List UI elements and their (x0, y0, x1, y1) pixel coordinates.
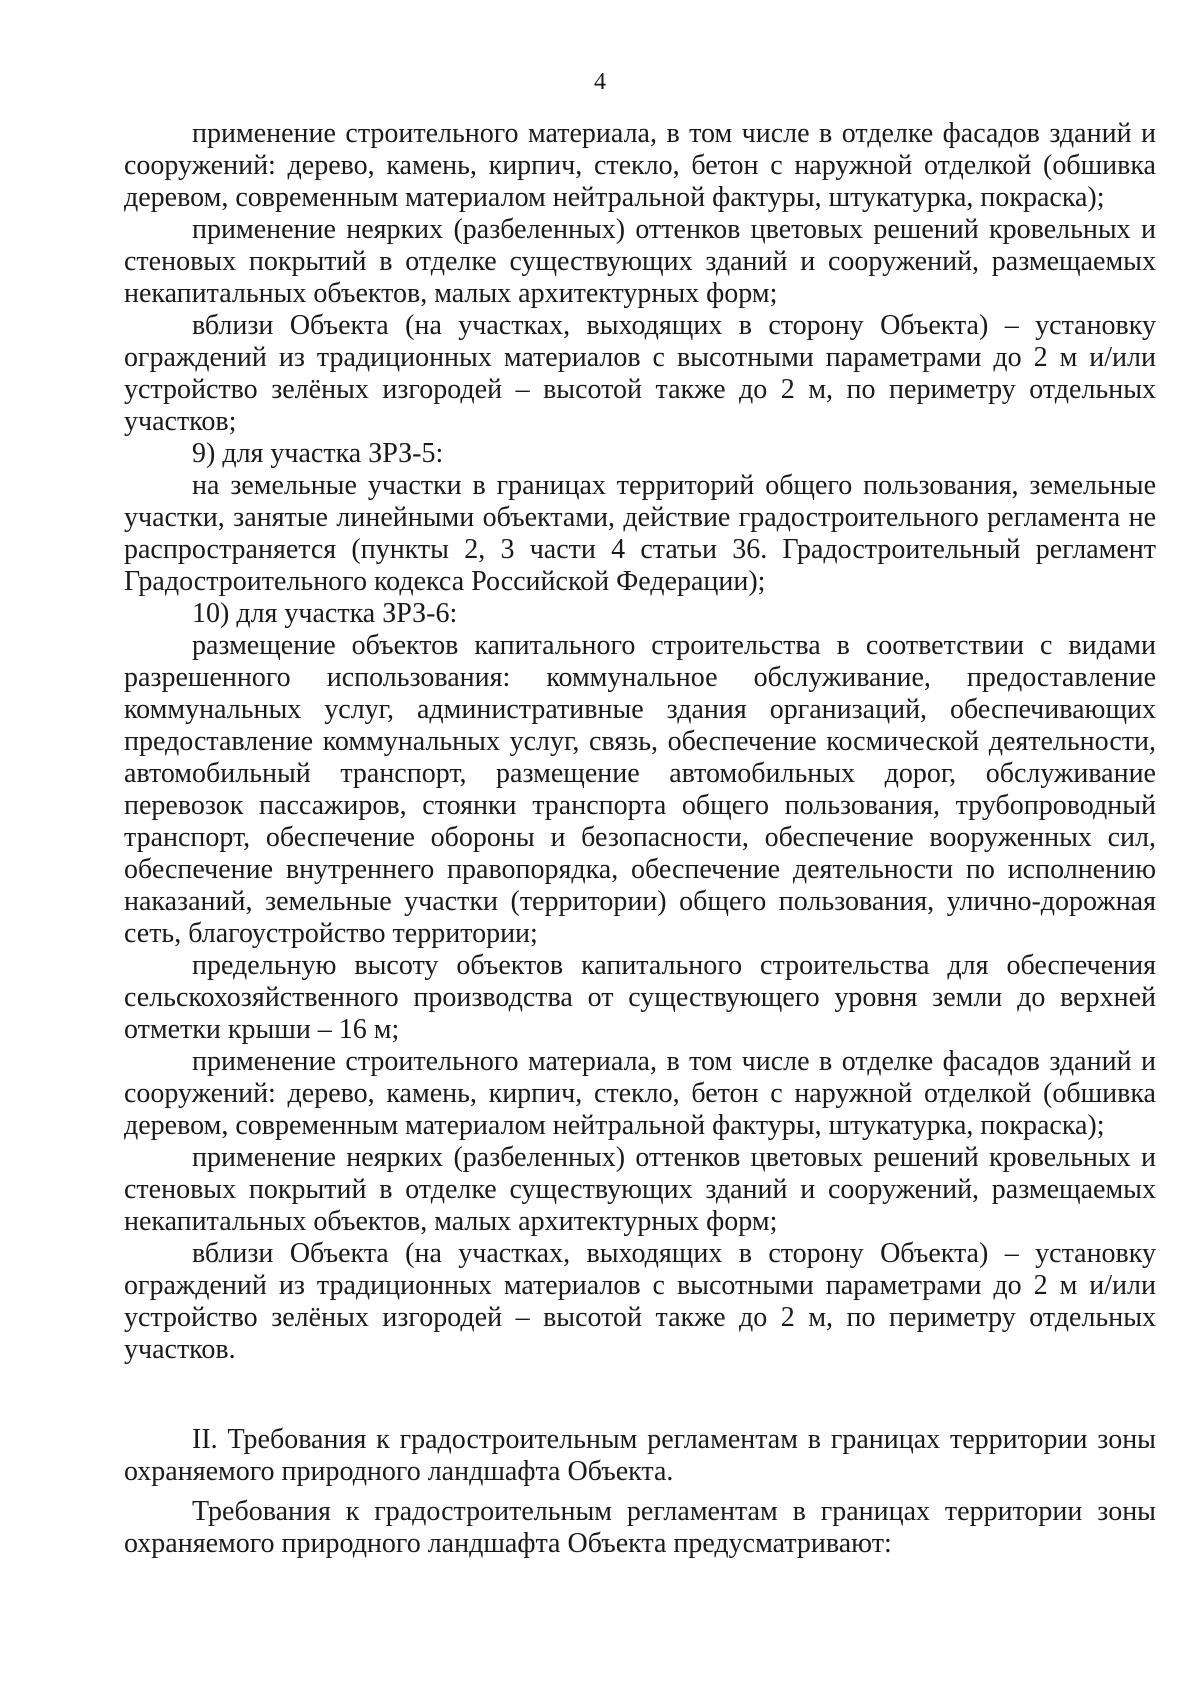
section-heading: II. Требования к градостроительным регламентам в границах территории зоны охраняемого природного ландшафта Объекта. (124, 1424, 1156, 1487)
paragraph: вблизи Объекта (на участках, выходящих в сторону Объекта) – установку ограждений из традиционных материалов с высотными параметрами до 2 м и/или устройство зелёных изгородей – высотой также до 2 м, по периметру отдельных участков. (124, 1238, 1156, 1365)
paragraph: применение строительного материала, в том числе в отделке фасадов зданий и сооружений: дерево, камень, кирпич, стекло, бетон с наружной отделкой (обшивка деревом, современным материалом нейтральной фактуры, штукатурка, покраска); (124, 118, 1156, 213)
paragraph: применение неярких (разбеленных) оттенков цветовых решений кровельных и стеновых покрытий в отделке существующих зданий и сооружений, размещаемых некапитальных объектов, малых архитектурных форм; (124, 214, 1156, 309)
page-number: 4 (594, 69, 606, 95)
subsection-label: 10) для участка ЗРЗ-6: (192, 598, 458, 629)
paragraph: размещение объектов капитального строительства в соответствии с видами разрешенного использования: коммунальное обслуживание, предоставление коммунальных услуг, административные здания организаций, обеспечивающих предоставление коммунальных услуг, связь, обеспечение космической деятельности, автомобильный транспорт, размещение автомобильных дорог, обслуживание перевозок пассажиров, стоянки транспорта общего пользования, трубопроводный транспорт, обеспечение обороны и безопасности, обеспечение вооруженных сил, обеспечение внутреннего правопорядка, обеспечение деятельности по исполнению наказаний, земельные участки (территории) общего пользования, улично-дорожная сеть, благоустройство территории; (124, 630, 1156, 949)
section-ii (124, 1424, 1156, 1560)
document-body (124, 118, 1156, 1366)
paragraph: применение неярких (разбеленных) оттенков цветовых решений кровельных и стеновых покрытий в отделке существующих зданий и сооружений, размещаемых некапитальных объектов, малых архитектурных форм; (124, 1142, 1156, 1237)
subsection-label: 9) для участка ЗРЗ-5: (192, 438, 444, 469)
section-intro: Требования к градостроительным регламентам в границах территории зоны охраняемого природного ландшафта Объекта предусматривают: (124, 1496, 1156, 1559)
paragraph: предельную высоту объектов капитального строительства для обеспечения сельскохозяйственного производства от существующего уровня земли до верхней отметки крыши – 16 м; (124, 950, 1156, 1045)
paragraph: вблизи Объекта (на участках, выходящих в сторону Объекта) – установку ограждений из традиционных материалов с высотными параметрами до 2 м и/или устройство зелёных изгородей – высотой также до 2 м, по периметру отдельных участков; (124, 310, 1156, 437)
paragraph: на земельные участки в границах территорий общего пользования, земельные участки, занятые линейными объектами, действие градостроительного регламента не распространяется (пункты 2, 3 части 4 статьи 36. Градостроительный регламент Градостроительного кодекса Российской Федерации); (124, 470, 1156, 597)
paragraph: применение строительного материала, в том числе в отделке фасадов зданий и сооружений: дерево, камень, кирпич, стекло, бетон с наружной отделкой (обшивка деревом, современным материалом нейтральной фактуры, штукатурка, покраска); (124, 1046, 1156, 1141)
